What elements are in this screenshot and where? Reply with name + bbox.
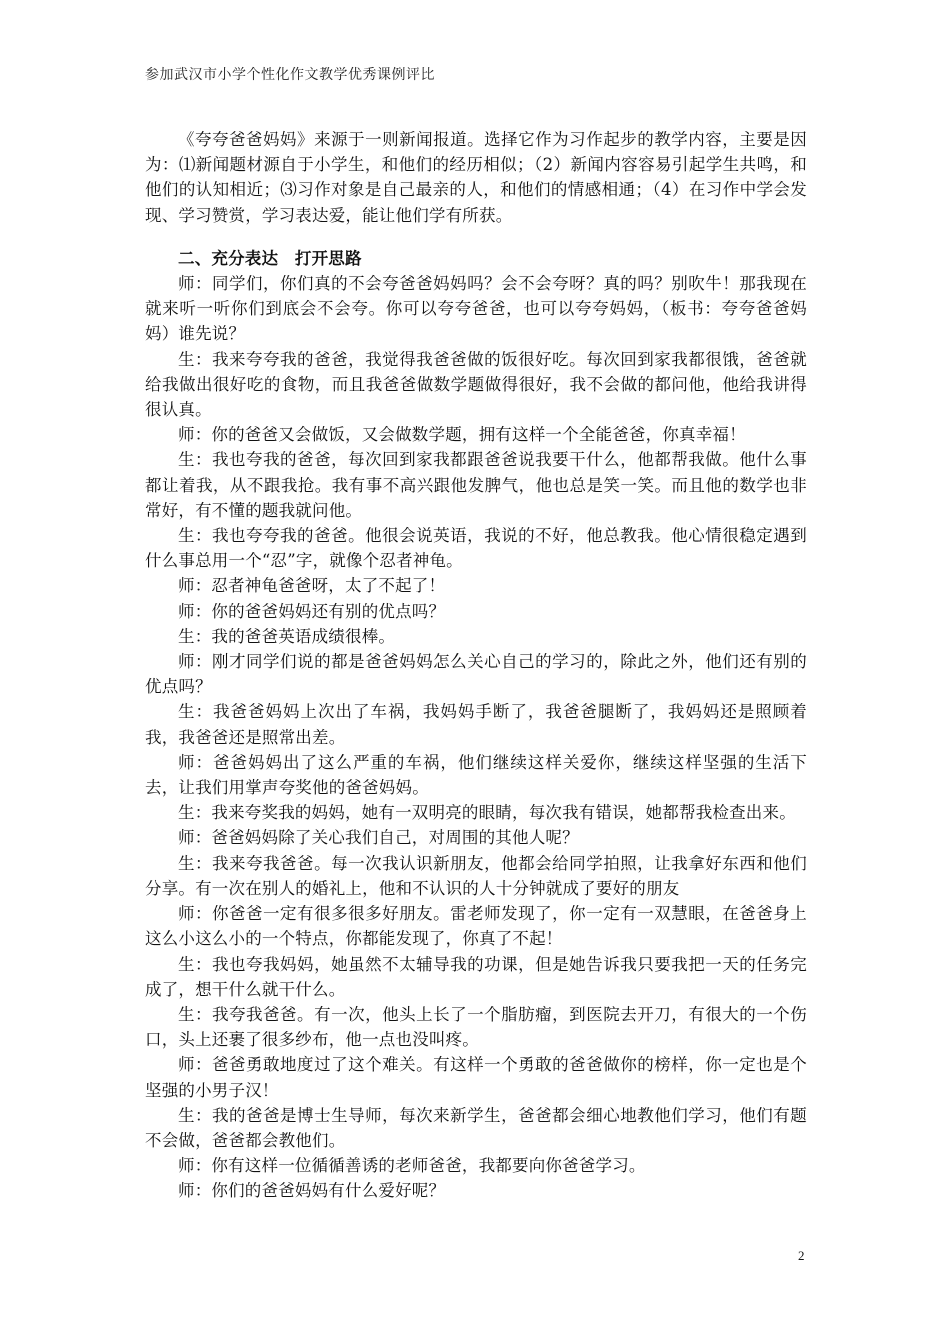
dialogue-line: 生：我的爸爸是博士生导师，每次来新学生，爸爸都会细心地教他们学习，他们有题不会做，爸爸都会教他们。 (145, 1105, 807, 1150)
intro-paragraph: 《夸夸爸爸妈妈》来源于一则新闻报道。选择它作为习作起步的教学内容，主要是因为：⑴新闻题材源自于小学生，和他们的经历相似；（2）新闻内容容易引起学生共鸣，和他们的认知相近；⑶习作对象是自己最亲的人，和他们的情感相通；（4）在习作中学会发现、学习赞赏，学习表达爱，能让他们学有所获。 (145, 130, 807, 225)
dialogue-line: 师：爸爸勇敢地度过了这个难关。有这样一个勇敢的爸爸做你的榜样，你一定也是个坚强的小男子汉！ (145, 1055, 807, 1100)
dialogue-line: 师：你的爸爸妈妈还有别的优点吗？ (178, 601, 446, 621)
page-header: 参加武汉市小学个性化作文教学优秀课例评比 (145, 67, 435, 83)
dialogue-line: 师：你爸爸一定有很多很多好朋友。雷老师发现了，你一定有一双慧眼，在爸爸身上这么小这么小的一个特点，你都能发现了，你真了不起！ (145, 904, 807, 949)
dialogue-line: 师：你们的爸爸妈妈有什么爱好呢？ (178, 1181, 446, 1201)
dialogue-line: 生：我夸我爸爸。有一次，他头上长了一个脂肪瘤，到医院去开刀，有很大的一个伤口，头上还裹了很多纱布，他一点也没叫疼。 (145, 1004, 807, 1050)
dialogue-line: 生：我也夸我的爸爸，每次回到家我都跟爸爸说我要干什么，他都帮我做。他什么事都让着我，从不跟我抢。我有事不高兴跟他发脾气，他也总是笑一笑。而且他的数学也非常好，有不懂的题我就问他。 (145, 450, 807, 520)
section-heading: 二、充分表达 打开思路 (178, 248, 362, 268)
dialogue-line: 生：我来夸夸我的爸爸，我觉得我爸爸做的饭很好吃。每次回到家我都很饿，爸爸就给我做出很好吃的食物，而且我爸爸做数学题做得很好，我不会做的都问他，他给我讲得很认真。 (145, 349, 807, 420)
dialogue-line: 生：我爸爸妈妈上次出了车祸，我妈妈手断了，我爸爸腿断了，我妈妈还是照顾着我，我爸爸还是照常出差。 (145, 702, 807, 747)
document-body (145, 127, 807, 1204)
dialogue-line: 师：爸爸妈妈出了这么严重的车祸，他们继续这样关爱你，继续这样坚强的生活下去，让我们用掌声夸奖他的爸爸妈妈。 (145, 752, 807, 798)
dialogue-line: 生：我来夸我爸爸。每一次我认识新朋友，他都会给同学拍照，让我拿好东西和他们分享。有一次在别人的婚礼上，他和不认识的人十分钟就成了要好的朋友 (145, 853, 807, 898)
dialogue-line: 师：你有这样一位循循善诱的老师爸爸，我都要向你爸爸学习。 (178, 1156, 646, 1176)
dialogue-line: 生：我也夸我妈妈，她虽然不太辅导我的功课，但是她告诉我只要我把一天的任务完成了，想干什么就干什么。 (145, 954, 807, 999)
dialogue-line: 师：你的爸爸又会做饭，又会做数学题，拥有这样一个全能爸爸，你真幸福！ (178, 425, 746, 445)
dialogue-line: 生：我来夸奖我的妈妈，她有一双明亮的眼睛，每次我有错误，她都帮我检查出来。 (178, 803, 796, 823)
dialogue-line: 师：忍者神龟爸爸呀，太了不起了！ (178, 576, 446, 596)
dialogue-line: 师：刚才同学们说的都是爸爸妈妈怎么关心自己的学习的，除此之外，他们还有别的优点吗？ (145, 652, 807, 697)
dialogue-line: 师：爸爸妈妈除了关心我们自己，对周围的其他人呢？ (178, 828, 579, 848)
page-number: 2 (798, 1248, 805, 1263)
dialogue-line: 师：同学们，你们真的不会夸爸爸妈妈吗？会不会夸呀？真的吗？别吹牛！那我现在就来听一听你们到底会不会夸。你可以夸夸爸爸，也可以夸夸妈妈，（板书：夸夸爸爸妈妈）谁先说？ (145, 274, 807, 344)
dialogue-line: 生：我也夸夸我的爸爸。他很会说英语，我说的不好，他总教我。他心情很稳定遇到什么事总用一个“忍”字，就像个忍者神龟。 (145, 526, 807, 571)
dialogue-line: 生：我的爸爸英语成绩很棒。 (178, 626, 396, 646)
